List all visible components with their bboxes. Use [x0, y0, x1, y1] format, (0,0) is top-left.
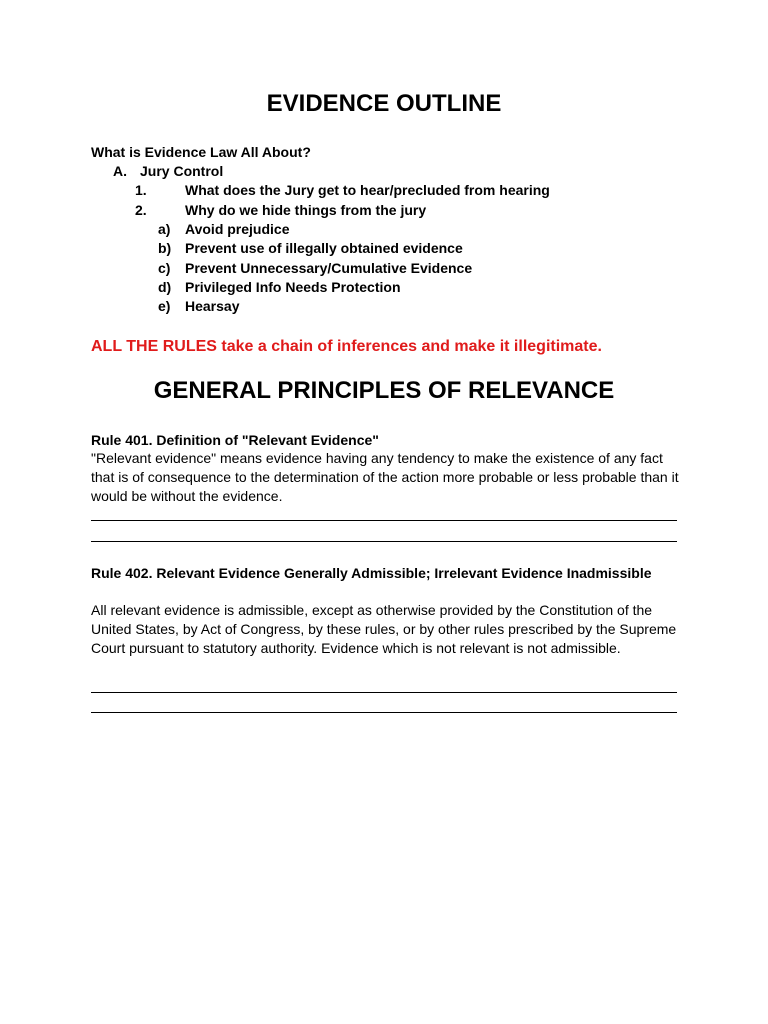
rule-402-divider-2 — [91, 712, 677, 713]
outline-sub-item-e-text: Hearsay — [185, 298, 240, 314]
outline-sub-item-c-text: Prevent Unnecessary/Cumulative Evidence — [185, 260, 473, 276]
outline-sub-item-a-marker: a) — [158, 221, 171, 237]
outline-item-1-marker: 1. — [135, 182, 147, 198]
section-title: GENERAL PRINCIPLES OF RELEVANCE — [153, 377, 615, 404]
outline-sub-item-a-text: Avoid prejudice — [185, 221, 290, 237]
outline-sub-item-c-marker: c) — [158, 260, 171, 276]
outline-sub-item-e-marker: e) — [158, 298, 171, 314]
outline-sub-item-d-text: Privileged Info Needs Protection — [185, 279, 401, 295]
outline-sub-item-b-marker: b) — [158, 240, 172, 256]
rule-402-heading: Rule 402. Relevant Evidence Generally Admissible; Irrelevant Evidence Inadmissible — [91, 565, 652, 581]
outline-section-a-marker: A. — [113, 163, 127, 179]
outline-item-2-text: Why do we hide things from the jury — [185, 202, 427, 218]
document-title: EVIDENCE OUTLINE — [266, 90, 502, 117]
outline-section-a-label: Jury Control — [140, 163, 224, 179]
outline-item-2-marker: 2. — [135, 202, 147, 218]
intro-heading: What is Evidence Law All About? — [91, 144, 311, 160]
callout-text: ALL THE RULES take a chain of inferences and make it illegitimate. — [91, 338, 602, 355]
outline-sub-item-b-text: Prevent use of illegally obtained evidence — [185, 240, 463, 256]
rule-401-divider-1 — [91, 520, 677, 521]
outline-sub-item-d-marker: d) — [158, 279, 172, 295]
outline-item-1-text: What does the Jury get to hear/precluded from hearing — [185, 182, 550, 198]
rule-401-heading: Rule 401. Definition of "Relevant Evidence" — [91, 432, 379, 448]
rule-402-divider-1 — [91, 692, 677, 693]
rule-401-divider-2 — [91, 541, 677, 542]
rule-402-body: All relevant evidence is admissible, except as otherwise provided by the Constitution of the United States, by Act of Congress, by these rules, or by other rules prescribed by the Supreme Court pursuant to statutory authority. Evidence which is not relevant is not admissible. — [91, 602, 677, 656]
rule-401-body: "Relevant evidence" means evidence having any tendency to make the existence of any fact that is of consequence to the determination of the action more probable or less probable than it would be without the evidence. — [91, 450, 679, 504]
